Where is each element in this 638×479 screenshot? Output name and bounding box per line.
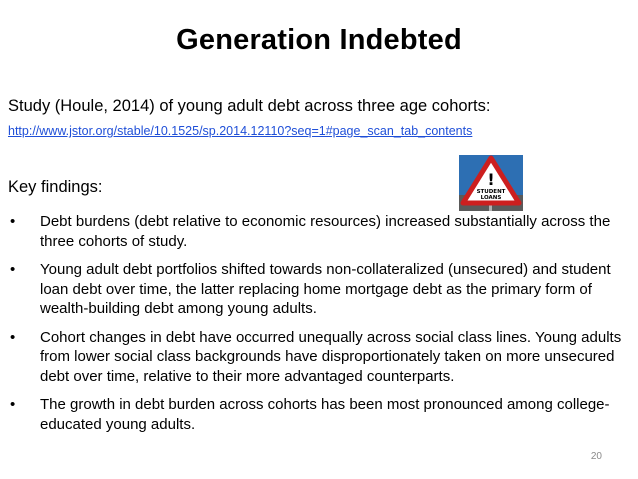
finding-text: Cohort changes in debt have occurred unequally across social class lines. Young adults from lower social class backgrounds have disproportionately taken on more unsecured debt over time, relative to their more advantaged counterparts. (40, 328, 622, 385)
finding-item (8, 328, 633, 387)
finding-text: The growth in debt burden across cohorts has been most pronounced among college-educated young adults. (40, 396, 610, 433)
bullet-dot: • (10, 396, 16, 413)
student-loans-warning-sign-icon (459, 155, 523, 211)
finding-item (8, 212, 633, 251)
key-findings-heading: Key findings: (8, 178, 103, 196)
bullet-dot: • (10, 261, 16, 278)
jstor-link[interactable]: http://www.jstor.org/stable/10.1525/sp.2014.12110?seq=1#page_scan_tab_contents (8, 124, 473, 138)
slide-title: Generation Indebted (176, 24, 462, 56)
findings-list (8, 212, 633, 443)
sign-text-line2: LOANS (480, 195, 502, 201)
sign-text-line1: STUDENT (476, 189, 506, 195)
bullet-dot: • (10, 213, 16, 230)
finding-text: Young adult debt portfolios shifted towards non-collateralized (unsecured) and student loan debt over time, the latter replacing home mortgage debt as the primary form of wealth-building debt among young adults. (40, 261, 611, 317)
finding-text: Debt burdens (debt relative to economic resources) increased substantially across the three cohorts of study. (40, 213, 611, 250)
finding-item (8, 395, 633, 434)
finding-item (8, 260, 633, 319)
bullet-dot: • (10, 328, 16, 346)
study-intro: Study (Houle, 2014) of young adult debt across three age cohorts: (8, 97, 491, 115)
sign-exclamation: ! (487, 170, 495, 189)
page-number: 20 (590, 451, 602, 462)
